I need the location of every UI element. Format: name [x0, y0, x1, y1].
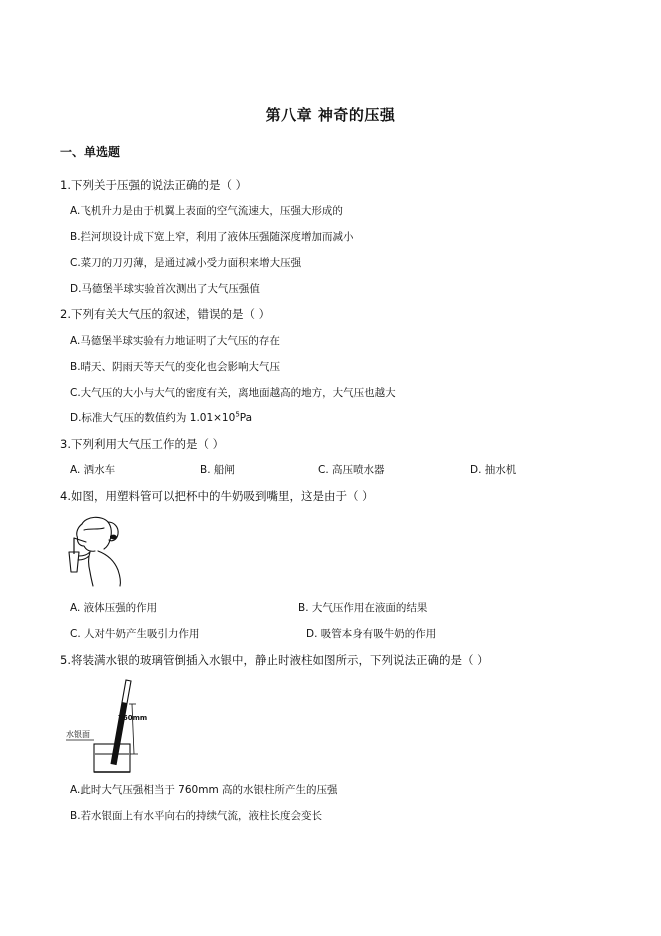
question-3-stem: 3.下列利用大气压工作的是（ ） [60, 437, 225, 451]
question-2-option-d-text: D.标准大气压的数值约为 1.01×10 [70, 412, 236, 424]
question-1-option-b: B.拦河坝设计成下宽上窄，利用了液体压强随深度增加而减小 [70, 231, 354, 243]
section-heading: 一、单选题 [60, 145, 121, 159]
question-2-stem: 2.下列有关大气压的叙述，错误的是（ ） [60, 307, 271, 321]
question-1-option-c: C.菜刀的刀刃薄，是通过减小受力面积来增大压强 [70, 257, 302, 269]
question-2-option-a: A.马德堡半球实验有力地证明了大气压的存在 [70, 335, 280, 347]
question-4-option-b: B. 大气压作用在液面的结果 [298, 602, 428, 614]
question-4-option-a: A. 液体压强的作用 [70, 602, 158, 614]
question-4-option-c: C. 人对牛奶产生吸引力作用 [70, 628, 200, 640]
question-3-option-a: A. 洒水车 [70, 464, 116, 476]
question-2-option-d [70, 410, 252, 425]
question-1-option-a: A.飞机升力是由于机翼上表面的空气流速大，压强大形成的 [70, 205, 343, 217]
question-3-option-d: D. 抽水机 [470, 464, 517, 476]
question-3-option-c: C. 高压喷水器 [318, 464, 385, 476]
question-3-option-b: B. 船闸 [200, 464, 235, 476]
question-5-stem: 5.将装满水银的玻璃管倒插入水银中，静止时液柱如图所示，下列说法正确的是（ ） [60, 653, 489, 667]
tube-height-label: 760mm [118, 714, 148, 722]
question-5-option-a: A.此时大气压强相当于 760mm 高的水银柱所产生的压强 [70, 784, 338, 796]
girl-drinking-milk-figure [62, 512, 126, 588]
question-1-option-d: D.马德堡半球实验首次测出了大气压强值 [70, 283, 260, 295]
question-1-stem: 1.下列关于压强的说法正确的是（ ） [60, 178, 248, 192]
question-4-stem: 4.如图，用塑料管可以把杯中的牛奶吸到嘴里，这是由于（ ） [60, 489, 374, 503]
question-2-option-b: B.晴天、阴雨天等天气的变化也会影响大气压 [70, 361, 281, 373]
question-2-option-c: C.大气压的大小与大气的密度有关，离地面越高的地方，大气压也越大 [70, 387, 396, 399]
question-5-option-b: B.若水银面上有水平向右的持续气流，液柱长度会变长 [70, 810, 323, 822]
question-2-option-d-exponent: 5 [235, 410, 240, 419]
mercury-surface-label: 水银面 [66, 730, 90, 739]
page-title: 第八章 神奇的压强 [265, 106, 396, 124]
question-4-option-d: D. 吸管本身有吸牛奶的作用 [306, 628, 437, 640]
question-2-option-d-unit: Pa [239, 412, 253, 424]
mercury-tube-figure [64, 676, 164, 778]
